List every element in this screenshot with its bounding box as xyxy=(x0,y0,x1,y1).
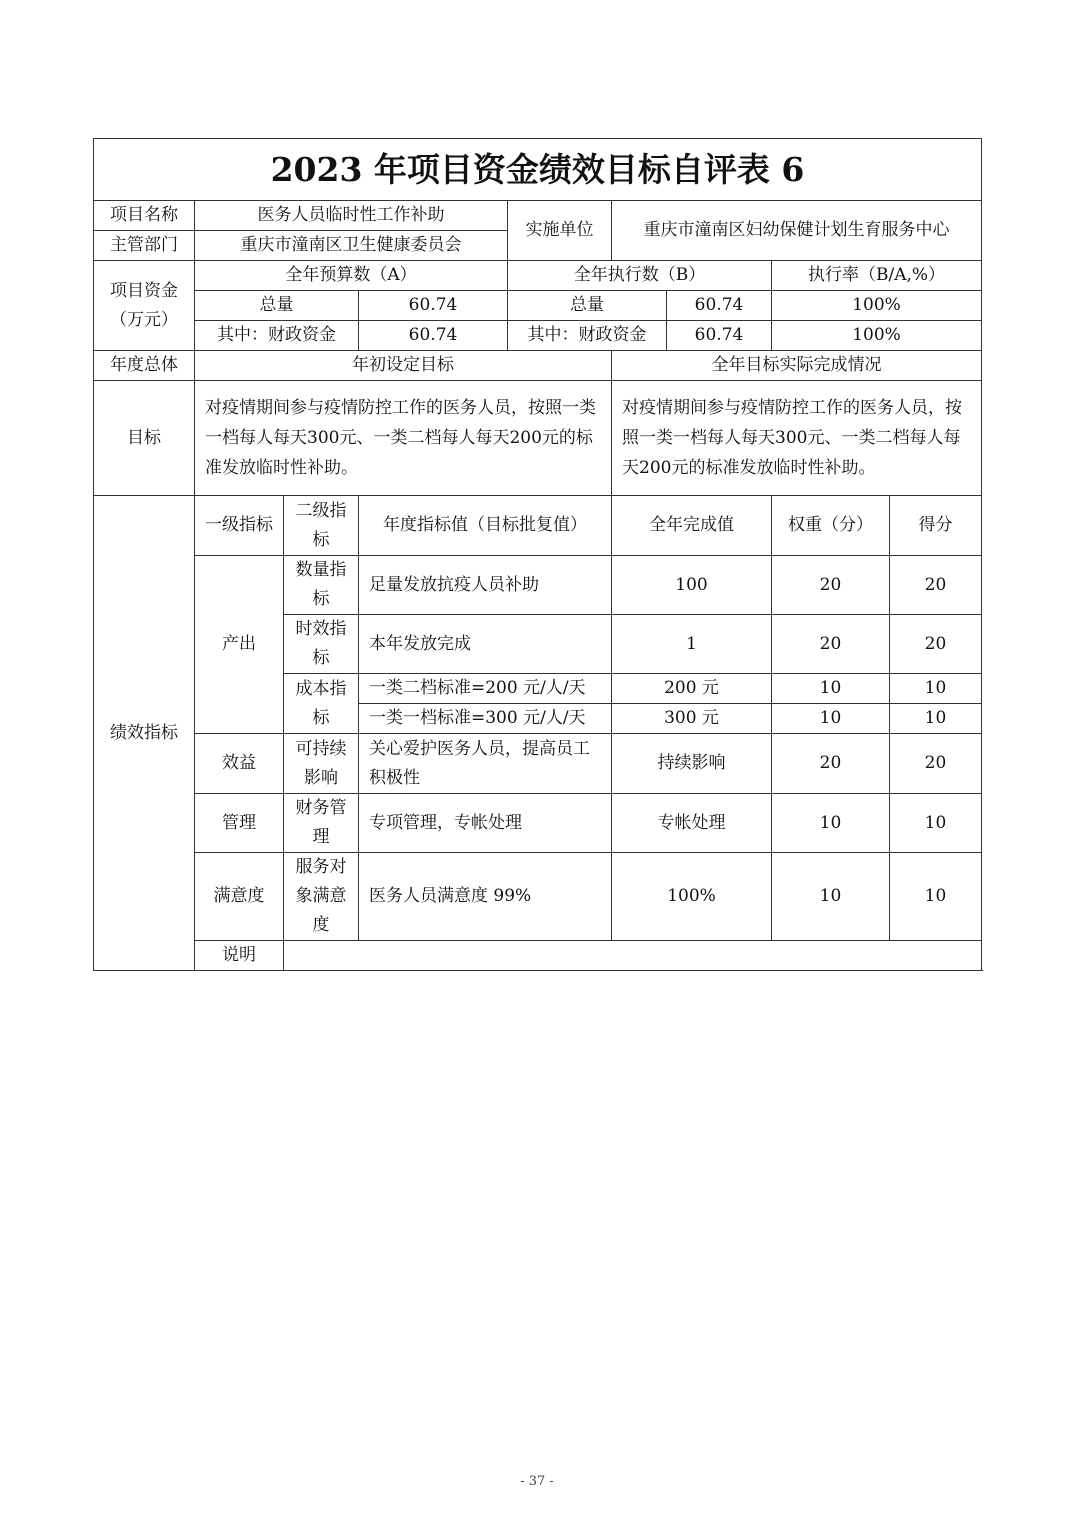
score-cell: 10 xyxy=(890,674,982,704)
table-row xyxy=(94,734,982,794)
project-name-label: 项目名称 xyxy=(94,201,195,231)
goal-actual-header: 全年目标实际完成情况 xyxy=(612,351,982,381)
funds-fiscal-budget: 60.74 xyxy=(359,321,508,351)
funds-total-exec-label: 总量 xyxy=(508,291,667,321)
group-output: 产出 xyxy=(195,556,284,734)
actual-cell: 200 元 xyxy=(612,674,772,704)
implementing-unit-label: 实施单位 xyxy=(508,201,612,261)
actual-cell: 专帐处理 xyxy=(612,794,772,853)
weight-cell: 10 xyxy=(772,704,890,734)
note-label: 说明 xyxy=(195,941,284,971)
goal-label-top: 年度总体 xyxy=(94,351,195,381)
actual-cell: 300 元 xyxy=(612,704,772,734)
table-row xyxy=(94,556,982,615)
group-benefit: 效益 xyxy=(195,734,284,794)
target-cell: 一类二档标准=200 元/人/天 xyxy=(359,674,612,704)
funds-fiscal-label: 其中：财政资金 xyxy=(195,321,359,351)
funds-fiscal-exec-label: 其中：财政资金 xyxy=(508,321,667,351)
score-cell: 10 xyxy=(890,853,982,941)
goal-set-header: 年初设定目标 xyxy=(195,351,612,381)
group-satisfaction: 满意度 xyxy=(195,853,284,941)
goal-set-text: 对疫情期间参与疫情防控工作的医务人员，按照一类一档每人每天300元、一类二档每人每天200元的标准发放临时性补助。 xyxy=(195,381,612,496)
goal-label-bottom: 目标 xyxy=(94,381,195,496)
actual-cell: 1 xyxy=(612,615,772,674)
page-number: - 37 - xyxy=(520,1474,554,1489)
table-row xyxy=(94,794,982,853)
weight-cell: 10 xyxy=(772,674,890,704)
target-cell: 本年发放完成 xyxy=(359,615,612,674)
funds-fiscal-exec: 60.74 xyxy=(667,321,772,351)
department-label: 主管部门 xyxy=(94,231,195,261)
level2-cell: 服务对象满意度 xyxy=(284,853,359,941)
self-evaluation-table xyxy=(93,138,982,971)
indicators-label: 绩效指标 xyxy=(94,496,195,971)
actual-cell: 持续影响 xyxy=(612,734,772,794)
target-cell: 专项管理，专帐处理 xyxy=(359,794,612,853)
score-cell: 20 xyxy=(890,734,982,794)
header-score: 得分 xyxy=(890,496,982,556)
header-level1: 一级指标 xyxy=(195,496,284,556)
execution-header: 全年执行数（B） xyxy=(508,261,772,291)
weight-cell: 10 xyxy=(772,853,890,941)
target-cell: 一类一档标准=300 元/人/天 xyxy=(359,704,612,734)
header-actual: 全年完成值 xyxy=(612,496,772,556)
target-cell: 足量发放抗疫人员补助 xyxy=(359,556,612,615)
weight-cell: 20 xyxy=(772,615,890,674)
note-value xyxy=(284,941,982,971)
header-weight: 权重（分） xyxy=(772,496,890,556)
funds-label-line1: 项目资金 xyxy=(110,280,178,301)
weight-cell: 20 xyxy=(772,734,890,794)
level2-cell: 可持续影响 xyxy=(284,734,359,794)
score-cell: 10 xyxy=(890,704,982,734)
level2-cell: 时效指标 xyxy=(284,615,359,674)
department-value: 重庆市潼南区卫生健康委员会 xyxy=(195,231,508,261)
score-cell: 20 xyxy=(890,615,982,674)
level2-cell: 数量指标 xyxy=(284,556,359,615)
actual-cell: 100 xyxy=(612,556,772,615)
goal-actual-text: 对疫情期间参与疫情防控工作的医务人员，按照一类一档每人每天300元、一类二档每人每天200元的标准发放临时性补助。 xyxy=(612,381,982,496)
score-cell: 20 xyxy=(890,556,982,615)
funds-total-budget: 60.74 xyxy=(359,291,508,321)
target-cell: 医务人员满意度 99% xyxy=(359,853,612,941)
funds-total-exec: 60.74 xyxy=(667,291,772,321)
table-title: 2023 年项目资金绩效目标自评表 6 xyxy=(94,139,982,201)
funds-label-line2: （万元） xyxy=(110,309,178,330)
score-cell: 10 xyxy=(890,794,982,853)
actual-cell: 100% xyxy=(612,853,772,941)
group-manage: 管理 xyxy=(195,794,284,853)
project-name-value: 医务人员临时性工作补助 xyxy=(195,201,508,231)
header-level2: 二级指标 xyxy=(284,496,359,556)
level2-cell: 财务管理 xyxy=(284,794,359,853)
implementing-unit-value: 重庆市潼南区妇幼保健计划生育服务中心 xyxy=(612,201,982,261)
weight-cell: 20 xyxy=(772,556,890,615)
funds-label xyxy=(94,261,195,351)
funds-fiscal-rate: 100% xyxy=(772,321,982,351)
weight-cell: 10 xyxy=(772,794,890,853)
target-cell: 关心爱护医务人员，提高员工积极性 xyxy=(359,734,612,794)
execution-rate-header: 执行率（B/A,%） xyxy=(772,261,982,291)
level2-cell: 成本指标 xyxy=(284,674,359,734)
funds-total-label: 总量 xyxy=(195,291,359,321)
budget-header: 全年预算数（A） xyxy=(195,261,508,291)
table-row xyxy=(94,853,982,941)
funds-total-rate: 100% xyxy=(772,291,982,321)
header-target: 年度指标值（目标批复值） xyxy=(359,496,612,556)
